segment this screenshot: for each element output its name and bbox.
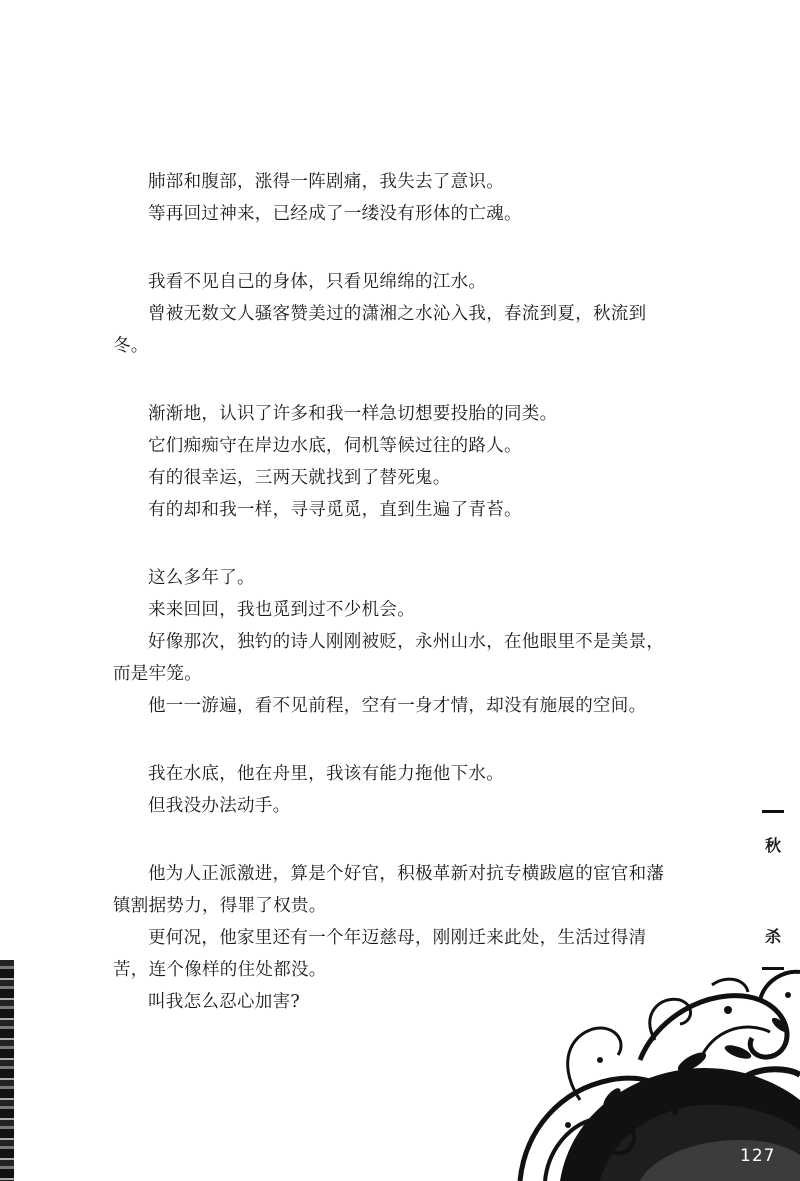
paragraph-line: 来来回回，我也觅到过不少机会。 — [148, 600, 415, 620]
paragraph-line: 镇割据势力，得罪了权贵。 — [113, 896, 327, 916]
paragraph-line: 好像那次，独钓的诗人刚刚被贬，永州山水，在他眼里不是美景， — [148, 632, 665, 652]
paragraph-line: 叫我怎么忍心加害? — [148, 992, 301, 1012]
paragraph-line: 苦，连个像样的住处都没。 — [113, 960, 327, 980]
paragraph-line: 但我没办法动手。 — [148, 796, 291, 816]
page-edge-shadow — [0, 960, 14, 1181]
paragraph-line: 我看不见自己的身体，只看见绵绵的江水。 — [148, 272, 487, 292]
paragraph-line: 这么多年了。 — [148, 568, 255, 588]
paragraph-line: 肺部和腹部，涨得一阵剧痛，我失去了意识。 — [148, 172, 504, 192]
paragraph-line: 冬。 — [113, 336, 149, 356]
paragraph-line: 有的很幸运，三两天就找到了替死鬼。 — [148, 468, 451, 488]
paragraph-line: 有的却和我一样，寻寻觅觅，直到生遍了青苔。 — [148, 500, 522, 520]
paragraph-line: 曾被无数文人骚客赞美过的潇湘之水沁入我，春流到夏，秋流到 — [148, 304, 647, 324]
page-number: 127 — [740, 1146, 776, 1166]
paragraph-line: 他一一游遍，看不见前程，空有一身才情，却没有施展的空间。 — [148, 696, 647, 716]
paragraph-line: 而是牢笼。 — [113, 664, 202, 684]
paragraph-line: 我在水底，他在舟里，我该有能力拖他下水。 — [148, 764, 504, 784]
paragraph-line: 他为人正派激进，算是个好官，积极革新对抗专横跋扈的宦官和藩 — [148, 864, 665, 884]
paragraph-line: 更何况，他家里还有一个年迈慈母，刚刚迁来此处，生活过得清 — [148, 928, 647, 948]
paragraph-line: 等再回过神来，已经成了一缕没有形体的亡魂。 — [148, 204, 522, 224]
paragraph-line: 渐渐地，认识了许多和我一样急切想要投胎的同类。 — [148, 404, 558, 424]
title-char-1: 秋 — [764, 836, 781, 855]
title-char-2: 杀 — [764, 927, 781, 946]
paragraph-line: 它们痴痴守在岸边水底，伺机等候过往的路人。 — [148, 436, 522, 456]
